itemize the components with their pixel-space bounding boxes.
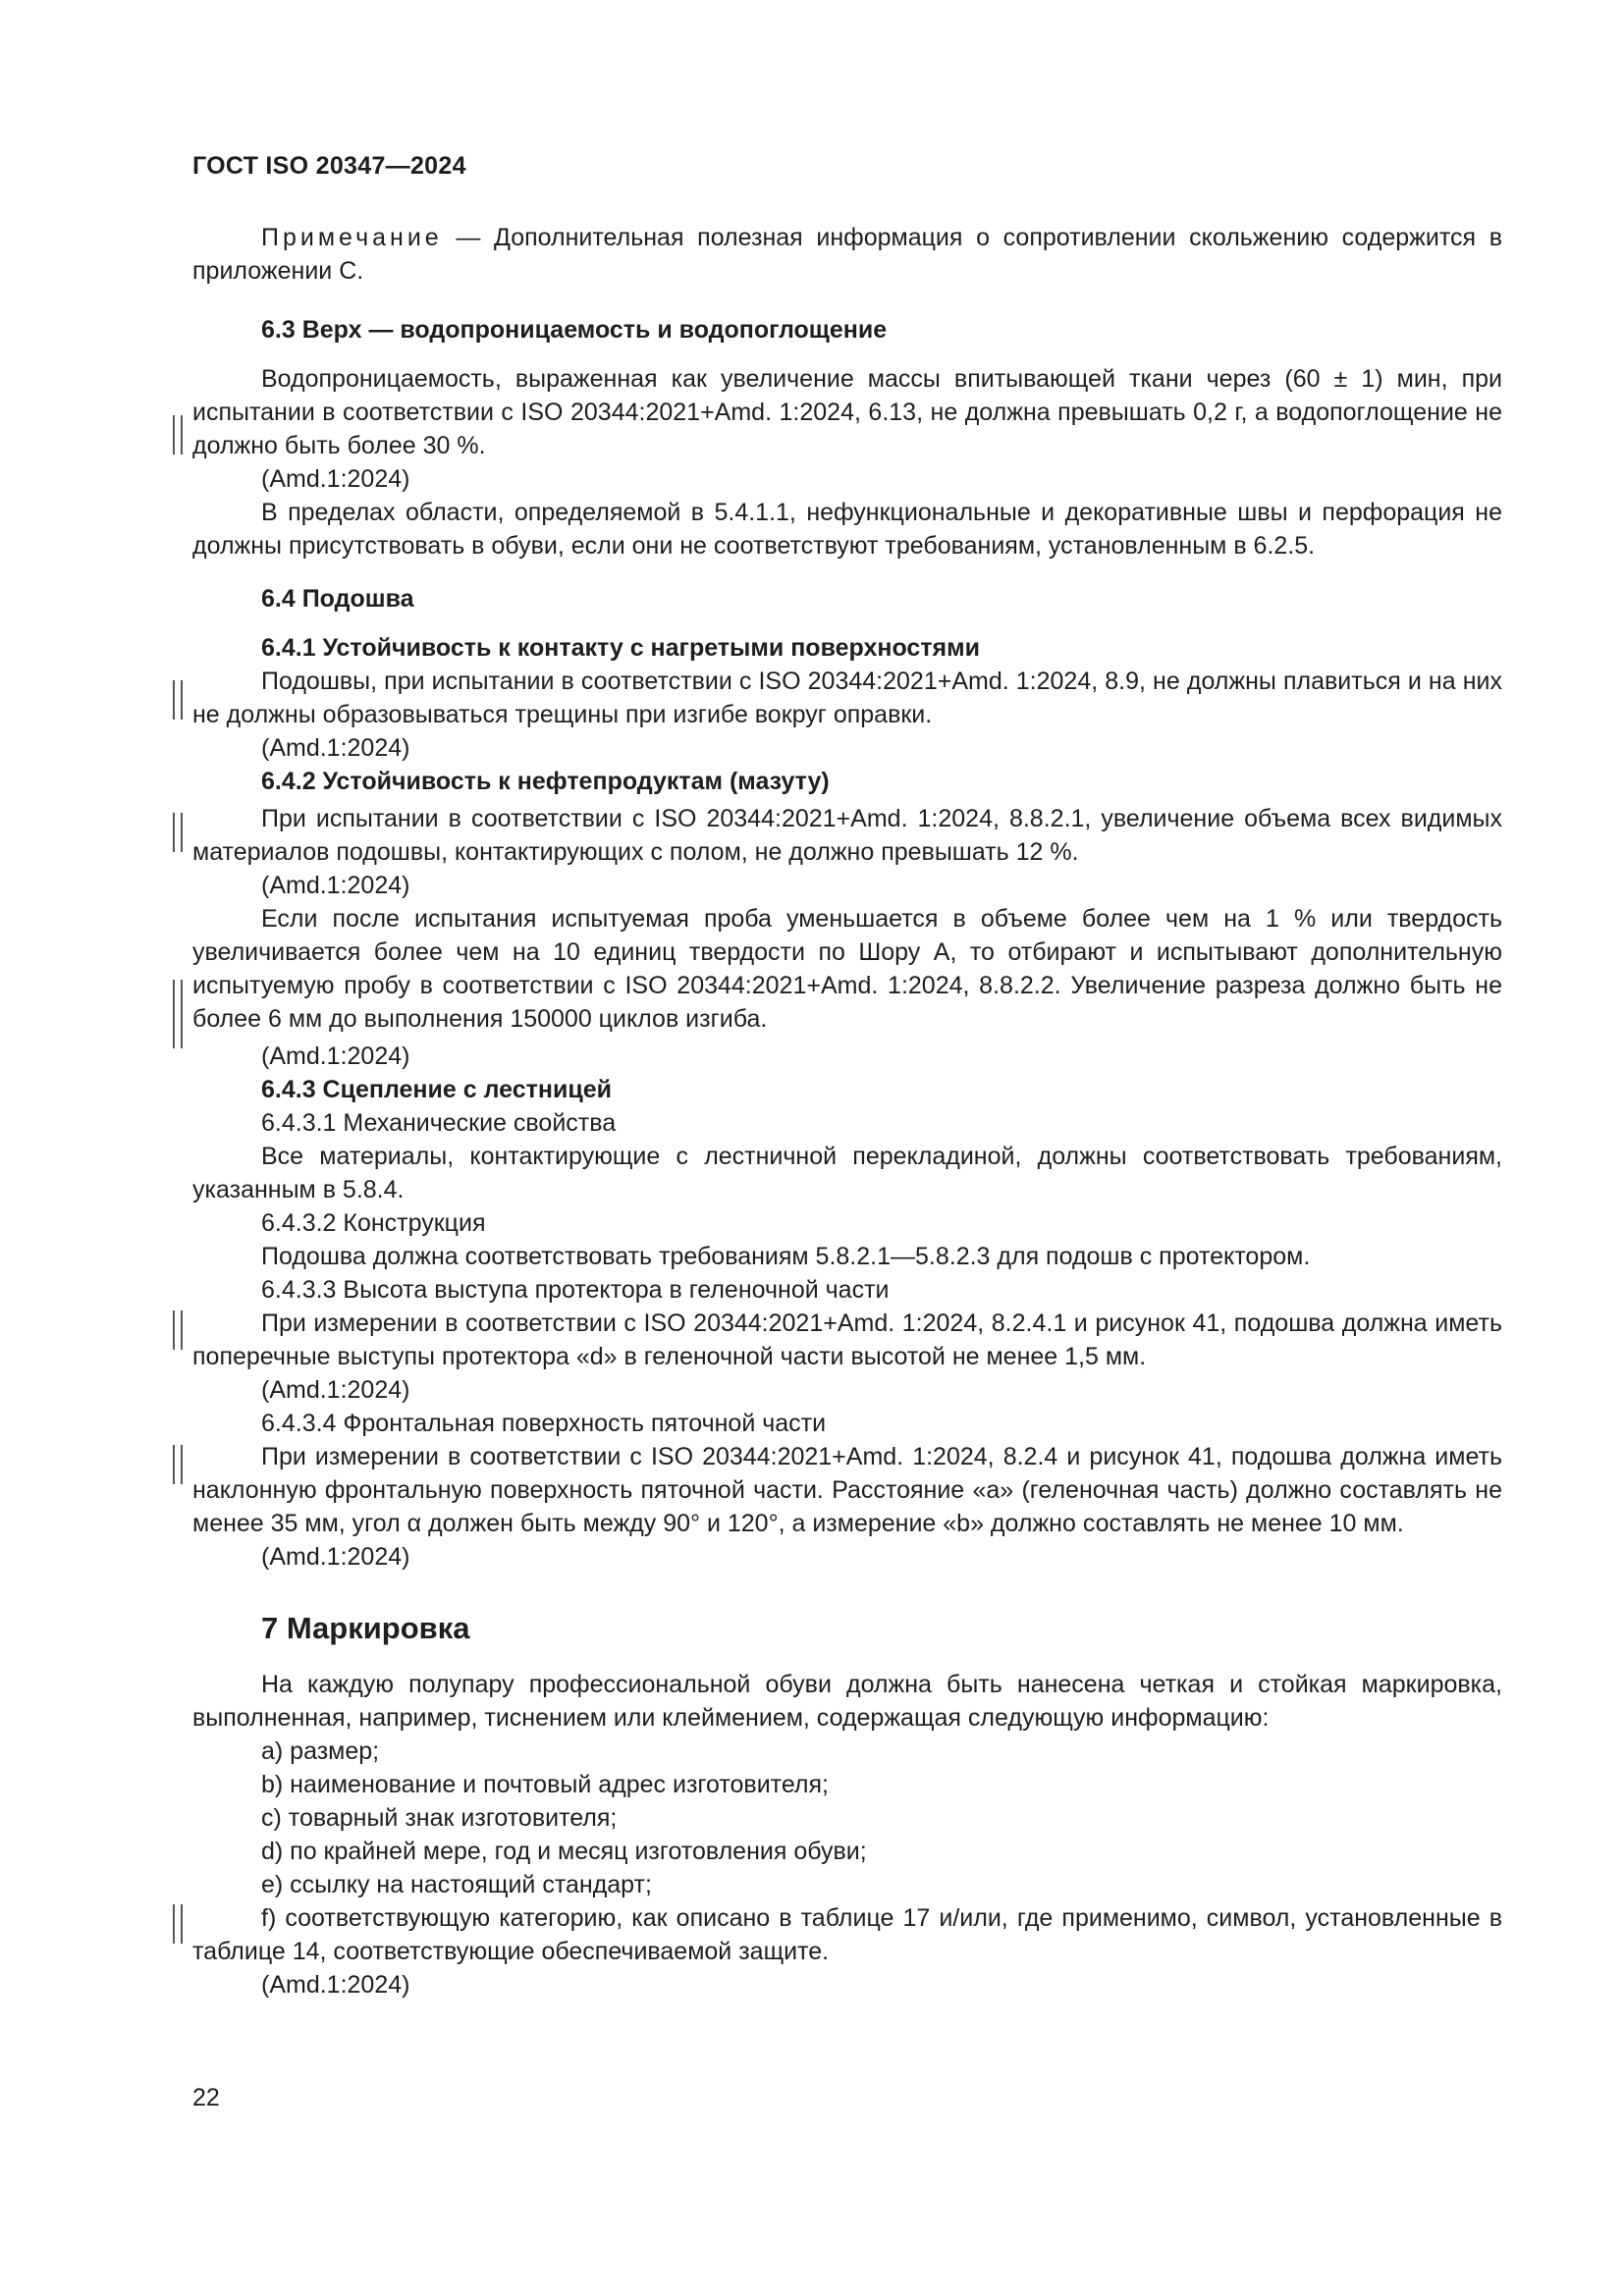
change-bar bbox=[173, 680, 183, 720]
amendment-ref: (Amd.1:2024) bbox=[261, 1543, 410, 1571]
section-6-4-3-1-text: Все материалы, контактирующие с лестничной перекладиной, должны соответствовать требованиям, указанным в 5.8.4. bbox=[192, 1143, 1502, 1203]
list-item: f) соответствующую категорию, как описано в таблице 17 и/или, где применимо, символ, установленные в таблице 14, соответствующие обеспечиваемой защите. bbox=[192, 1904, 1502, 1965]
section-6-4-3-2-title: 6.4.3.2 Конструкция bbox=[261, 1209, 486, 1237]
page-number: 22 bbox=[192, 2084, 220, 2111]
section-6-4-2-text-2: Если после испытания испытуемая проба уменьшается в объеме более чем на 1 % или твердость увеличивается более чем на 10 единиц твердости по Шору А, то отбирают и испытывают дополнительную испытуемую пробу в соответствии с ISO 20344:2021+Amd. 1:2024, 8.8.2.2. Увеличение разреза должно быть не более 6 мм до выполнения 150000 циклов изгиба. bbox=[192, 905, 1502, 1033]
amendment-ref: (Amd.1:2024) bbox=[261, 465, 410, 493]
section-7-heading: 7 Маркировка bbox=[261, 1611, 470, 1645]
note-text: — Дополнительная полезная информация о сопротивлении скольжению содержится в приложении С. bbox=[192, 224, 1502, 285]
section-6-4-3-4-title: 6.4.3.4 Фронтальная поверхность пяточной части bbox=[261, 1410, 827, 1437]
section-6-4-heading: 6.4 Подошва bbox=[261, 585, 414, 613]
section-6-3-paragraph-2: В пределах области, определяемой в 5.4.1.1, нефункциональные и декоративные швы и перфорация не должны присутствовать в обуви, если они не соответствуют требованиям, установленным в 6.2.5. bbox=[192, 499, 1502, 560]
section-6-4-2-heading: 6.4.2 Устойчивость к нефтепродуктам (мазуту) bbox=[261, 768, 830, 795]
document-body bbox=[192, 221, 1502, 2002]
section-6-4-3-4-text: При измерении в соответствии с ISO 20344:2021+Amd. 1:2024, 8.2.4 и рисунок 41, подошва должна иметь наклонную фронтальную поверхность пяточной части. Расстояние «а» (геленочная часть) должно составлять не менее 35 мм, угол α должен быть между 90° и 120°, а измерение «b» должно составлять не менее 10 мм. bbox=[192, 1443, 1502, 1537]
change-bar bbox=[173, 415, 183, 454]
list-item: b) наименование и почтовый адрес изготовителя; bbox=[261, 1771, 829, 1798]
amendment-ref: (Amd.1:2024) bbox=[261, 872, 410, 899]
change-bar bbox=[173, 1445, 183, 1484]
section-6-4-3-3-text: При измерении в соответствии с ISO 20344:2021+Amd. 1:2024, 8.2.4.1 и рисунок 41, подошва должна иметь поперечные выступы протектора «d» в геленочной части высотой не менее 1,5 мм. bbox=[192, 1309, 1502, 1370]
section-6-4-2-text-1: При испытании в соответствии с ISO 20344:2021+Amd. 1:2024, 8.8.2.1, увеличение объема всех видимых материалов подошвы, контактирующих с полом, не должно превышать 12 %. bbox=[192, 805, 1502, 866]
section-6-3-heading: 6.3 Верх — водопроницаемость и водопоглощение bbox=[261, 316, 888, 344]
note-paragraph bbox=[192, 221, 1502, 288]
change-bar bbox=[173, 813, 183, 852]
list-item: d) по крайней мере, год и месяц изготовления обуви; bbox=[261, 1838, 867, 1865]
list-item: c) товарный знак изготовителя; bbox=[261, 1804, 618, 1832]
amendment-ref: (Amd.1:2024) bbox=[261, 1971, 410, 1999]
section-6-4-1-heading: 6.4.1 Устойчивость к контакту с нагретыми поверхностями bbox=[261, 634, 981, 662]
amendment-ref: (Amd.1:2024) bbox=[261, 734, 410, 762]
document-header: ГОСТ ISO 20347—2024 bbox=[192, 152, 466, 180]
amendment-ref: (Amd.1:2024) bbox=[261, 1042, 410, 1070]
list-item: a) размер; bbox=[261, 1737, 380, 1765]
section-6-4-3-heading: 6.4.3 Сцепление с лестницей bbox=[261, 1076, 612, 1103]
section-7-intro: На каждую полупару профессиональной обуви должна быть нанесена четкая и стойкая маркировка, выполненная, например, тиснением или клеймением, содержащая следующую информацию: bbox=[192, 1671, 1502, 1732]
section-6-3-paragraph-1: Водопроницаемость, выраженная как увеличение массы впитывающей ткани через (60 ± 1) мин, при испытании в соответствии с ISO 20344:2021+Amd. 1:2024, 6.13, не должна превышать 0,2 г, а водопоглощение не должно быть более 30 %. bbox=[192, 365, 1502, 459]
change-bar bbox=[173, 1310, 183, 1350]
note-label: Примечание bbox=[261, 224, 443, 251]
section-6-4-3-3-title: 6.4.3.3 Высота выступа протектора в геленочной части bbox=[261, 1276, 890, 1304]
section-6-4-3-2-text: Подошва должна соответствовать требованиям 5.8.2.1—5.8.2.3 для подошв с протектором. bbox=[261, 1243, 1311, 1270]
amendment-ref: (Amd.1:2024) bbox=[261, 1376, 410, 1404]
section-6-4-3-1-title: 6.4.3.1 Механические свойства bbox=[261, 1109, 617, 1137]
section-6-4-1-text: Подошвы, при испытании в соответствии с ISO 20344:2021+Amd. 1:2024, 8.9, не должны плавиться и на них не должны образовываться трещины при изгибе вокруг оправки. bbox=[192, 667, 1502, 728]
list-item: e) ссылку на настоящий стандарт; bbox=[261, 1871, 652, 1898]
change-bar bbox=[173, 980, 183, 1048]
change-bar bbox=[173, 1904, 183, 1944]
